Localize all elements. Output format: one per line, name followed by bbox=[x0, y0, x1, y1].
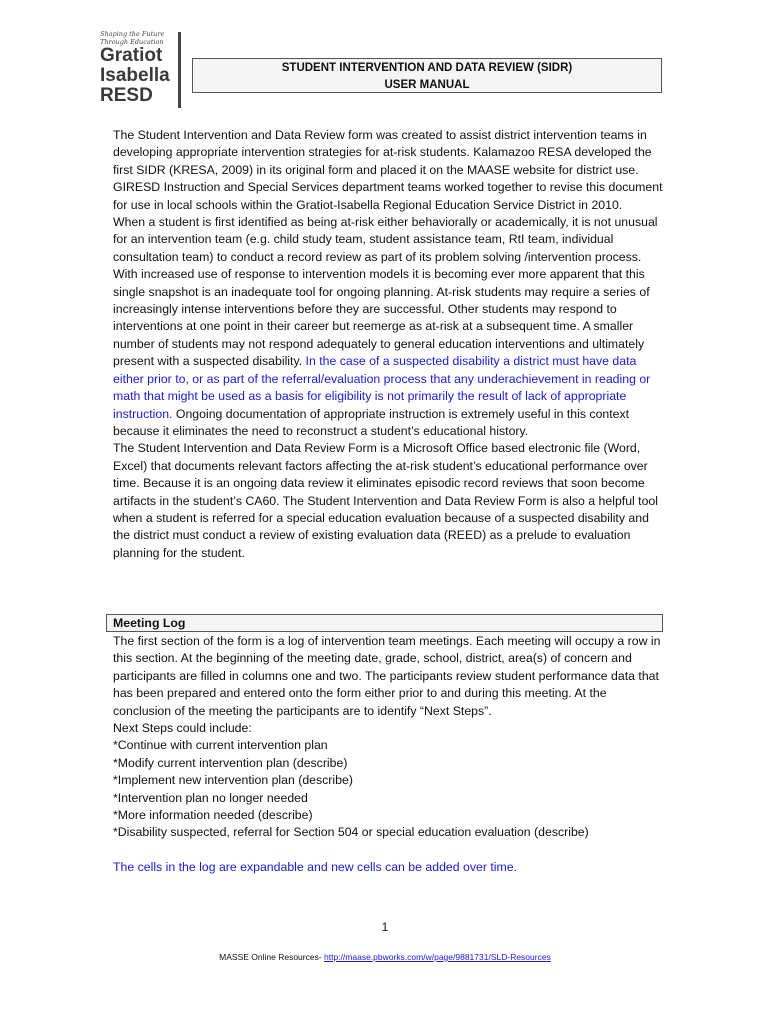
meeting-log-note: The cells in the log are expandable and new cells can be added over time. bbox=[113, 859, 518, 874]
logo-name-1: Gratiot bbox=[100, 45, 163, 66]
logo-divider bbox=[178, 32, 181, 108]
intro-p2-highlight: In the case of a suspected disability a district must have data either prior to, or as part of the referral/evaluation process that any underachievement in reading or math that might be used as a basis for eligibility is not primarily the result of lack of appropriate instruction. bbox=[113, 354, 651, 421]
next-step-item: *More information needed (describe) bbox=[113, 808, 313, 823]
footer-link[interactable]: http://maase.pbworks.com/w/page/9881731/SLD-Resources bbox=[324, 952, 551, 962]
page-number: 1 bbox=[381, 920, 389, 934]
footer-label: MASSE Online Resources- bbox=[219, 952, 325, 962]
giresd-logo bbox=[100, 30, 184, 110]
footer bbox=[0, 952, 770, 962]
meeting-log-heading: Meeting Log bbox=[106, 614, 663, 632]
next-steps-intro: Next Steps could include: bbox=[113, 721, 252, 736]
meeting-log-paragraph: The first section of the form is a log of intervention team meetings. Each meeting will occupy a row in this section. At the beginning of the meeting date, grade, school, district, area(s) of concern and participants are filled in columns one and two. The participants review student performance data that has been prepared and entered onto the form either prior to and during this meeting. At the conclusion of the meeting the participants are to identify “Next Steps”. bbox=[113, 634, 661, 718]
next-step-item: *Implement new intervention plan (describe) bbox=[113, 773, 353, 788]
next-step-item: *Modify current intervention plan (describe) bbox=[113, 755, 348, 770]
intro-paragraph-1: The Student Intervention and Data Review form was created to assist district intervention teams in developing appropriate intervention strategies for at-risk students. Kalamazoo RESA developed the first SIDR (KRESA, 2009) in its original form and placed it on the MAASE website for district use. GIRESD Instruction and Special Services department teams worked together to revise this document for use in local schools within the Gratiot-Isabella Regional Education Service District in 2010. bbox=[113, 128, 663, 212]
intro-paragraph-2 bbox=[113, 214, 665, 440]
logo-tagline-1: Shaping the Future bbox=[100, 30, 165, 38]
intro-paragraph-3: The Student Intervention and Data Review Form is a Microsoft Office based electronic file (Word, Excel) that documents relevant factors affecting the at-risk student’s educational performance over time. Because it is an ongoing data review it eliminates episodic record reviews that soon become artifacts in the student’s CA60. The Student Intervention and Data Review Form is also a helpful tool when a student is referred for a special education evaluation because of a suspected disability and the district must conduct a review of existing evaluation data (REED) as a prelude to evaluation planning for the student. bbox=[113, 441, 659, 560]
title-line-2: USER MANUAL bbox=[384, 79, 470, 91]
title-line-1: STUDENT INTERVENTION AND DATA REVIEW (SIDR) bbox=[281, 62, 573, 74]
document-title bbox=[192, 58, 662, 93]
next-step-item: *Disability suspected, referral for Section 504 or special education evaluation (describe) bbox=[113, 825, 589, 840]
logo-name-2: Isabella bbox=[100, 65, 170, 86]
next-step-item: *Intervention plan no longer needed bbox=[113, 790, 308, 805]
logo-name-3: RESD bbox=[100, 85, 153, 106]
intro-p2-end: Ongoing documentation of appropriate instruction is extremely useful in this context because it eliminates the need to reconstruct a student’s educational history. bbox=[113, 406, 630, 438]
intro-p2-start: When a student is first identified as being at-risk either behaviorally or academically, it is not unusual for an intervention team (e.g. child study team, student assistance team, RtI team, individual consultation team) to conduct a record review as part of its problem solving /intervention process. With increased use of response to intervention models it is becoming ever more apparent that this single snapshot is an inadequate tool for ongoing planning. At-risk students may require a series of increasingly intense interventions before they are successful. Other students may respond to interventions at one point in their career but reemerge as at-risk at a subsequent time. A smaller number of students may not respond adequately to general education interventions and ultimately present with a suspected disability. bbox=[113, 215, 658, 369]
next-step-item: *Continue with current intervention plan bbox=[113, 738, 328, 753]
meeting-log-text bbox=[113, 633, 665, 876]
intro-text bbox=[113, 127, 665, 562]
logo-tagline-2: Through Education bbox=[100, 38, 164, 46]
